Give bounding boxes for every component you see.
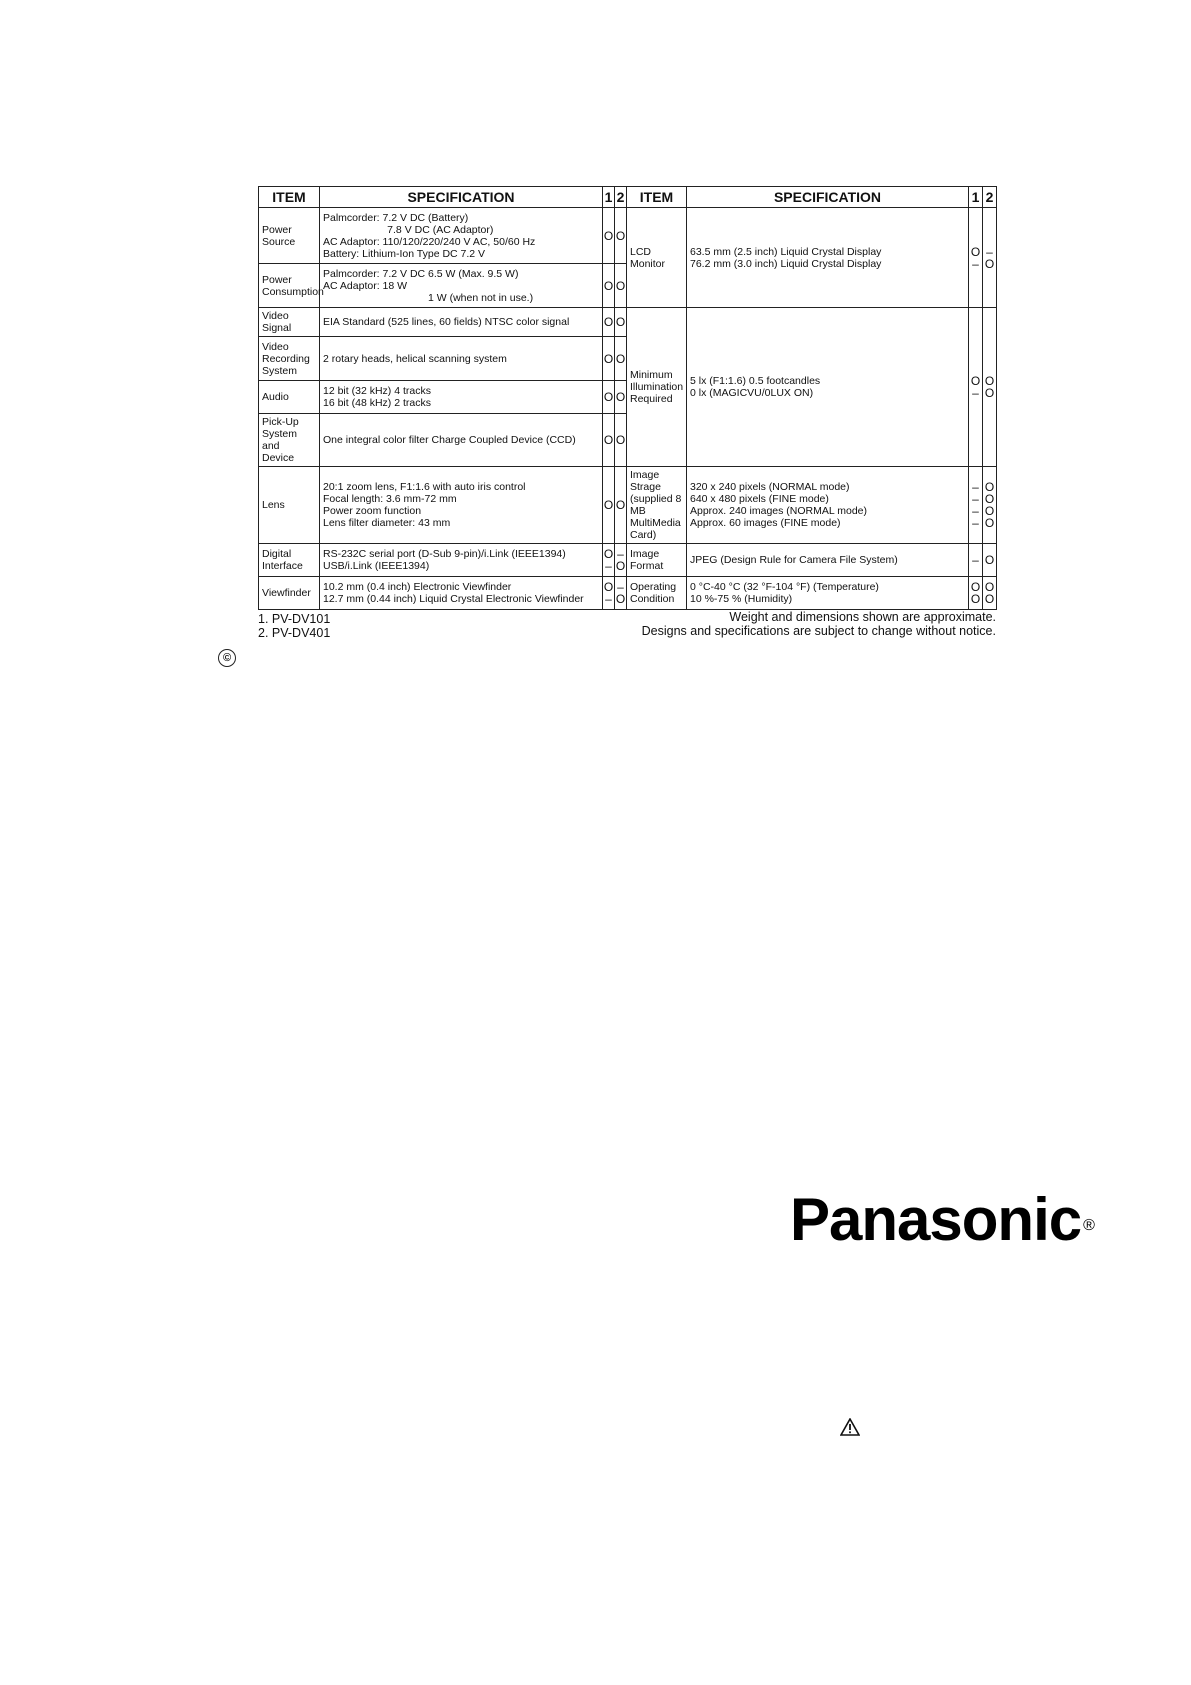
left-item-cell (259, 208, 320, 264)
spec-line: RS-232C serial port (D-Sub 9-pin)/i.Link (IEEE1394) (323, 548, 566, 560)
availability-mark: O – (603, 580, 614, 606)
availability-mark: O (615, 228, 626, 243)
header-spec-left: SPECIFICATION (320, 187, 603, 208)
left-col2-cell (615, 337, 627, 381)
availability-mark: – O (984, 244, 995, 271)
notes (258, 610, 996, 640)
model-2: 2. PV-DV401 (258, 626, 331, 640)
right-spec-cell (687, 467, 969, 544)
table-row (259, 577, 997, 610)
left-item-cell (259, 544, 320, 577)
item-label: Viewfinder (262, 587, 311, 599)
availability-mark: O – (970, 244, 981, 271)
spec-line: 16 bit (48 kHz) 2 tracks (323, 397, 431, 409)
spec-line: JPEG (Design Rule for Camera File System) (690, 554, 898, 566)
right-col1-cell (969, 544, 983, 577)
left-col1-cell (603, 544, 615, 577)
right-spec-cell (687, 544, 969, 577)
left-col1-cell (603, 577, 615, 610)
right-col1-cell (969, 308, 983, 467)
right-item-cell (627, 208, 687, 308)
availability-mark: O (603, 315, 614, 329)
left-col2-cell (615, 544, 627, 577)
availability-mark: O (603, 390, 614, 404)
availability-mark: O (615, 278, 626, 293)
availability-mark: O O O O (984, 480, 995, 530)
header-col1-right: 1 (969, 187, 983, 208)
header-col1-left: 1 (603, 187, 615, 208)
right-spec-cell (687, 577, 969, 610)
availability-mark: O O (970, 580, 981, 606)
left-spec-cell (320, 208, 603, 264)
item-label: Video Recording System (262, 340, 310, 377)
table-header-row (259, 187, 997, 208)
spec-line: 0 lx (MAGICVU/0LUX ON) (690, 387, 814, 399)
left-item-cell (259, 381, 320, 414)
item-label: Image Format (630, 548, 664, 572)
item-label: Power Consumption (262, 273, 324, 298)
availability-mark: O (603, 351, 614, 366)
warning-triangle-icon (840, 1418, 860, 1436)
spec-line: Palmcorder: 7.2 V DC (Battery) (323, 211, 469, 224)
availability-mark: O (615, 351, 626, 366)
right-col2-cell (983, 577, 997, 610)
right-col1-cell (969, 208, 983, 308)
spec-line: AC Adaptor: 18 W (323, 279, 408, 292)
header-col2-right: 2 (983, 187, 997, 208)
right-item-cell (627, 544, 687, 577)
spec-line: USB/i.Link (IEEE1394) (323, 560, 430, 572)
left-spec-cell (320, 337, 603, 381)
header-spec-right: SPECIFICATION (687, 187, 969, 208)
spec-line: Palmcorder: 7.2 V DC 6.5 W (Max. 9.5 W) (323, 267, 519, 280)
spec-line: 640 x 480 pixels (FINE mode) (690, 493, 829, 505)
spec-line: Lens filter diameter: 43 mm (323, 517, 451, 529)
availability-mark: – – – – (972, 480, 979, 530)
right-spec-cell (687, 208, 969, 308)
spec-line: Approx. 60 images (FINE mode) (690, 517, 841, 529)
availability-mark: O (603, 228, 614, 243)
item-label: Pick-Up System and Device (262, 416, 299, 464)
item-label: Video Signal (262, 310, 292, 334)
item-label: Power Source (262, 223, 296, 248)
spec-line: 12 bit (32 kHz) 4 tracks (323, 385, 431, 397)
left-col2-cell (615, 264, 627, 308)
spec-line: 10.2 mm (0.4 inch) Electronic Viewfinder (323, 581, 512, 593)
spec-line: 2 rotary heads, helical scanning system (323, 352, 507, 365)
spec-line: Approx. 240 images (NORMAL mode) (690, 505, 868, 517)
left-col2-cell (615, 414, 627, 467)
left-spec-cell (320, 577, 603, 610)
item-label: Image Strage (supplied 8 MB MultiMedia Card) (630, 469, 682, 541)
right-col1-cell (969, 467, 983, 544)
spec-line: Battery: Lithium-Ion Type DC 7.2 V (323, 247, 486, 260)
availability-mark: O (615, 390, 626, 404)
left-item-cell (259, 264, 324, 308)
spec-sheet (258, 186, 996, 640)
availability-mark: – O (615, 580, 626, 606)
item-label: Operating Condition (630, 581, 677, 605)
left-col2-cell (615, 208, 627, 264)
availability-mark: O – (970, 374, 981, 400)
change-note: Designs and specifications are subject to change without notice. (641, 624, 996, 638)
right-col2-cell (983, 308, 997, 467)
availability-mark: O (603, 433, 614, 447)
copyright-icon: © (218, 649, 236, 667)
spec-line: 10 %-75 % (Humidity) (690, 593, 793, 605)
right-item-cell (627, 467, 687, 544)
left-spec-cell (320, 544, 603, 577)
spec-line: 5 lx (F1:1.6) 0.5 footcandles (690, 375, 821, 387)
right-spec-cell (687, 308, 969, 467)
spec-line: EIA Standard (525 lines, 60 fields) NTSC color signal (323, 316, 570, 328)
right-col2-cell (983, 544, 997, 577)
availability-mark: O (615, 315, 626, 329)
logo-text: Panasonic (790, 1186, 1082, 1253)
registered-mark: ® (1083, 1217, 1094, 1234)
left-col1-cell (603, 337, 615, 381)
left-col1-cell (603, 208, 615, 264)
spec-line: Focal length: 3.6 mm-72 mm (323, 493, 457, 505)
left-item-cell (259, 414, 320, 467)
right-col2-cell (983, 467, 997, 544)
availability-mark: O (603, 498, 614, 512)
header-item-right: ITEM (627, 187, 687, 208)
left-spec-cell (320, 414, 603, 467)
left-item-cell (259, 577, 320, 610)
spec-line: 0 °C-40 °C (32 °F-104 °F) (Temperature) (690, 581, 879, 593)
panasonic-logo (790, 1186, 1094, 1253)
header-col2-left: 2 (615, 187, 627, 208)
spec-table (258, 186, 997, 610)
item-label: Digital Interface (262, 548, 303, 572)
availability-mark: – O (615, 547, 626, 573)
availability-mark: – (972, 553, 979, 567)
spec-table-body (259, 208, 997, 610)
spec-line: 63.5 mm (2.5 inch) Liquid Crystal Display (690, 245, 882, 258)
spec-line: Power zoom function (323, 505, 422, 517)
spec-line: 20:1 zoom lens, F1:1.6 with auto iris control (323, 481, 526, 493)
right-item-cell (627, 577, 687, 610)
left-spec-cell (320, 381, 603, 414)
left-col2-cell (615, 577, 627, 610)
disclaimer (642, 610, 996, 638)
availability-mark: O (615, 433, 626, 447)
right-col2-cell (983, 208, 997, 308)
left-spec-cell (320, 308, 603, 337)
left-item-cell (259, 337, 320, 381)
spec-line: 76.2 mm (3.0 inch) Liquid Crystal Display (690, 257, 882, 270)
left-spec-cell (320, 264, 603, 308)
item-label: Lens (262, 499, 285, 511)
left-spec-cell (320, 467, 603, 544)
left-col1-cell (603, 264, 615, 308)
table-row (259, 544, 997, 577)
right-col1-cell (969, 577, 983, 610)
spec-line: 12.7 mm (0.44 inch) Liquid Crystal Electronic Viewfinder (323, 593, 584, 605)
availability-mark: O (603, 278, 614, 293)
left-col1-cell (603, 467, 615, 544)
left-col1-cell (603, 414, 615, 467)
item-label: Minimum Illumination Required (630, 369, 684, 405)
approx-note: Weight and dimensions shown are approximate. (729, 610, 996, 624)
right-item-cell (627, 308, 687, 467)
table-row (259, 208, 997, 264)
left-col1-cell (603, 381, 615, 414)
header-item-left: ITEM (259, 187, 320, 208)
left-item-cell (259, 467, 320, 544)
availability-mark: O (984, 553, 995, 567)
model-1: 1. PV-DV101 (258, 612, 331, 626)
availability-mark: O (615, 498, 626, 512)
model-list (258, 612, 330, 640)
availability-mark: O O (984, 580, 995, 606)
left-col1-cell (603, 308, 615, 337)
spec-line: One integral color filter Charge Coupled Device (CCD) (323, 434, 576, 446)
spec-line: 7.8 V DC (AC Adaptor) (323, 223, 494, 236)
availability-mark: O O (984, 374, 995, 400)
item-label: Audio (262, 391, 289, 403)
left-col2-cell (615, 308, 627, 337)
left-col2-cell (615, 467, 627, 544)
spec-line: AC Adaptor: 110/120/220/240 V AC, 50/60 Hz (323, 235, 536, 248)
item-label: LCD Monitor (630, 245, 666, 270)
left-col2-cell (615, 381, 627, 414)
left-item-cell (259, 308, 320, 337)
table-row (259, 467, 997, 544)
spec-line: 1 W (when not in use.) (323, 291, 534, 304)
availability-mark: O – (603, 547, 614, 573)
table-row (259, 308, 997, 337)
spec-line: 320 x 240 pixels (NORMAL mode) (690, 481, 850, 493)
